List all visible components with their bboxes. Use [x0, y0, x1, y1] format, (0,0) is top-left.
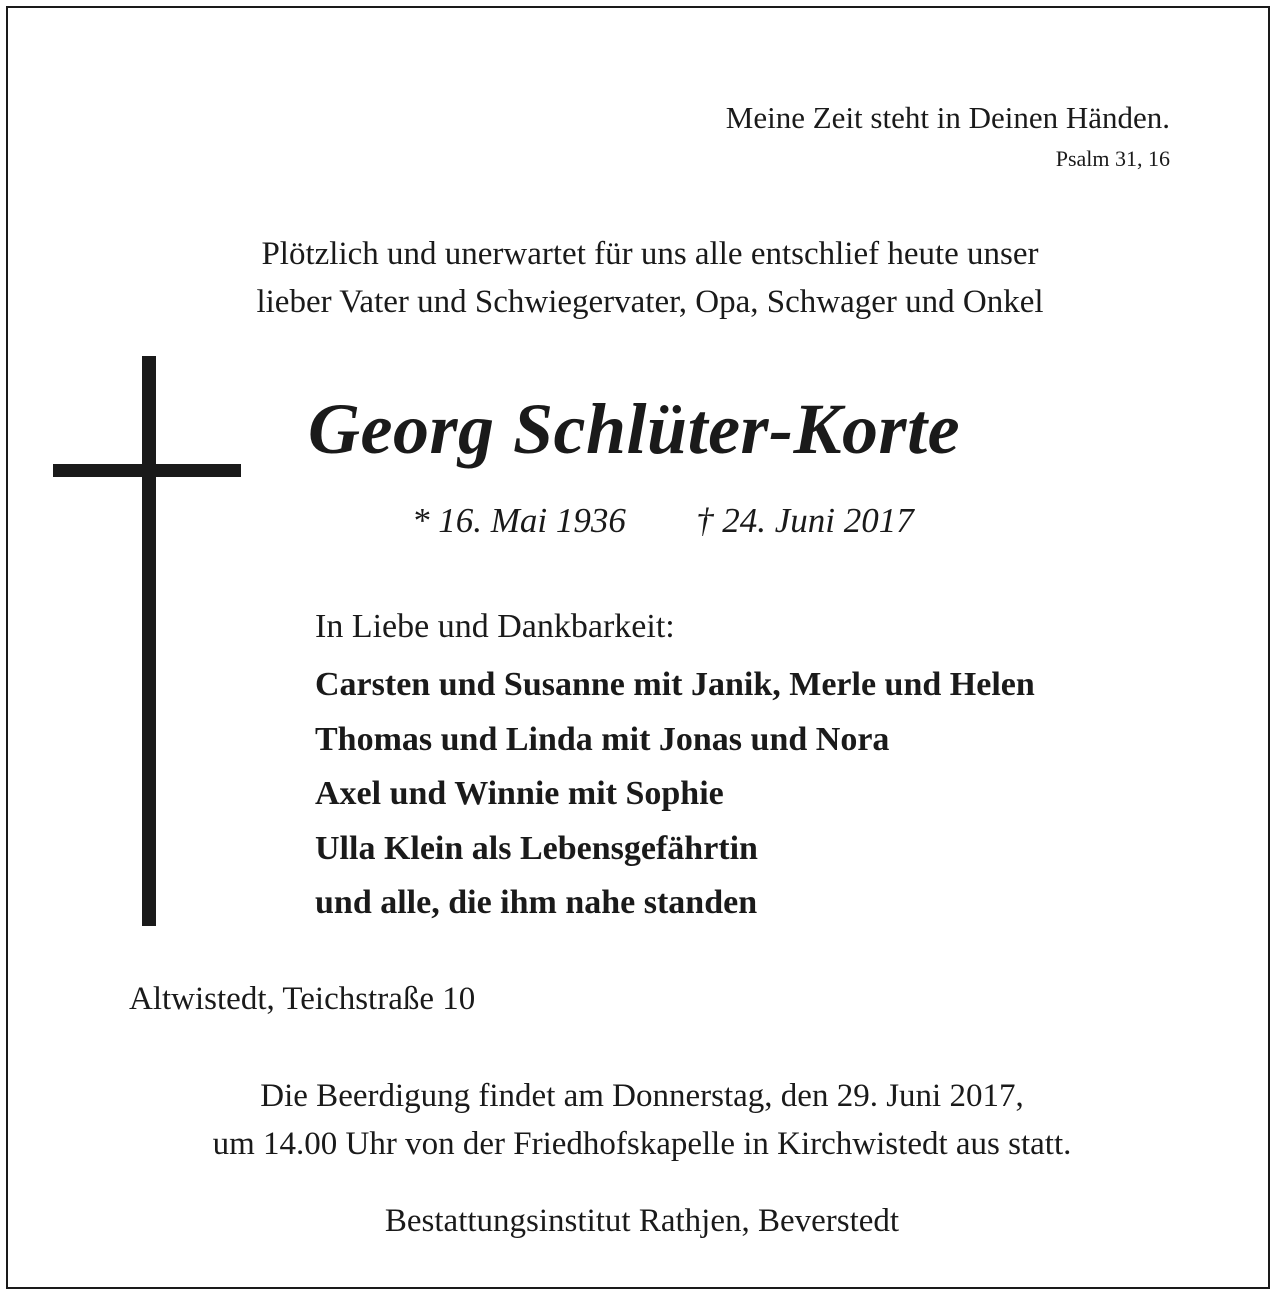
deceased-name: Georg Schlüter-Korte	[308, 389, 961, 469]
death-date: † 24. Juni 2017	[696, 501, 914, 540]
mourner-line: Thomas und Linda mit Jonas und Nora	[315, 720, 890, 758]
mourners-list	[315, 658, 1035, 931]
mourner-line: Carsten und Susanne mit Janik, Merle und Helen	[315, 666, 1035, 703]
psalm-reference: Psalm 31, 16	[1055, 146, 1170, 171]
mourner-line: Ulla Klein als Lebensgefährtin	[315, 829, 758, 867]
mourner-line: Axel und Winnie mit Sophie	[315, 775, 724, 812]
intro-line-1: Plötzlich und unerwartet für uns alle entschlief heute unser	[261, 236, 1039, 272]
undertaker: Bestattungsinstitut Rathjen, Beverstedt	[384, 1203, 900, 1239]
birth-date: * 16. Mai 1936	[412, 501, 626, 540]
funeral-line-1: Die Beerdigung findet am Donnerstag, den 29. Juni 2017,	[260, 1078, 1024, 1114]
psalm-verse: Meine Zeit steht in Deinen Händen.	[725, 100, 1170, 135]
intro-line-2: lieber Vater und Schwiegervater, Opa, Schwager und Onkel	[256, 284, 1044, 320]
obituary-notice	[6, 6, 1270, 1289]
mourners-heading: In Liebe und Dankbarkeit:	[315, 608, 675, 645]
funeral-line-2: um 14.00 Uhr von der Friedhofskapelle in Kirchwistedt aus statt.	[212, 1126, 1072, 1162]
cross-vertical-beam	[142, 356, 156, 926]
intro-text	[8, 230, 1280, 326]
address: Altwistedt, Teichstraße 10	[129, 981, 476, 1017]
funeral-info	[8, 1072, 1276, 1168]
cross-horizontal-beam	[53, 464, 241, 477]
mourner-line: und alle, die ihm nahe standen	[315, 884, 758, 921]
